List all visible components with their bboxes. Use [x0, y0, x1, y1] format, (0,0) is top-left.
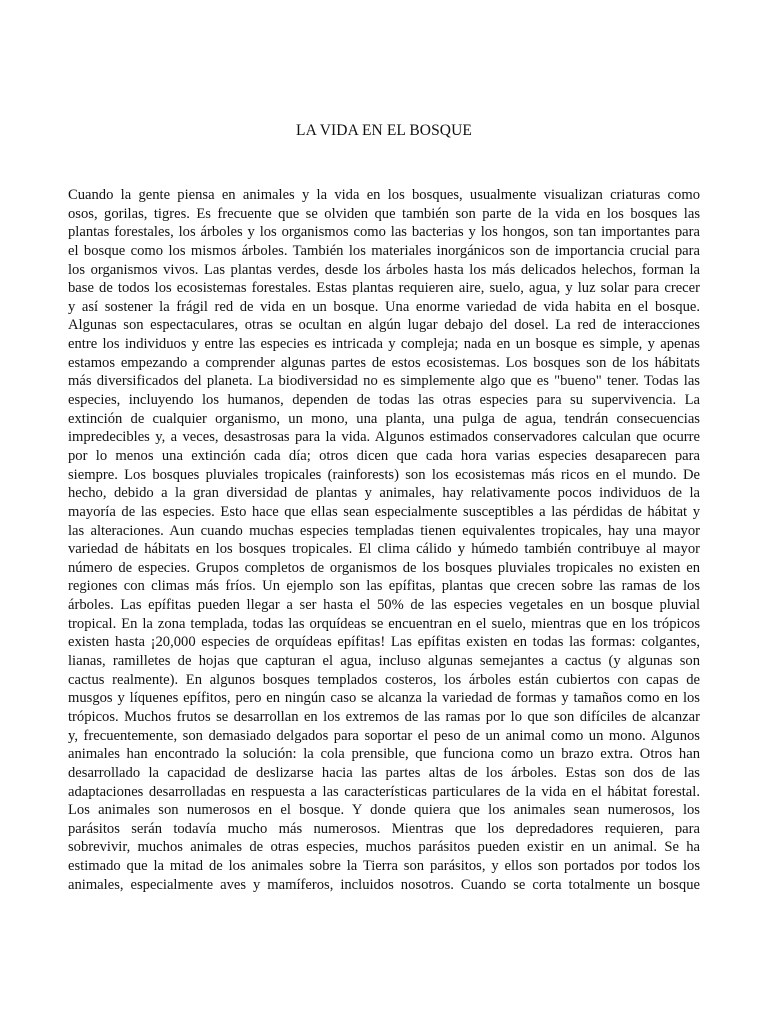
text-line: plantas forestales, los árboles y los organismos como las bacterias y los hongos, son tan importantes para [68, 224, 700, 241]
text-line: número de especies. Grupos completos de organismos de los bosques pluviales tropicales no existen en [68, 559, 700, 576]
text-line: adaptaciones desarrolladas en respuesta a las características particulares de la vida en el hábitat forestal. [68, 783, 700, 800]
text-line: mayoría de las especies. Esto hace que ellas sean especialmente susceptibles a las pérdidas de hábitat y [68, 503, 700, 520]
text-line: estamos empezando a comprender algunas partes de estos ecosistemas. Los bosques son de los hábitats [68, 354, 700, 371]
text-line: animales han encontrado la solución: la cola prensible, que funciona como un brazo extra. Otros han [68, 746, 700, 763]
text-line: por lo menos una extinción cada día; otros dicen que cada hora varias especies desaparecen para [68, 447, 700, 464]
body-paragraph [68, 186, 700, 894]
text-line: musgos y líquenes epífitos, pero en ningún caso se alcanza la variedad de formas y tamaños como en los [68, 690, 700, 707]
text-line: sobrevivir, muchos animales de otras especies, muchos parásitos pueden existir en un animal. Se ha [68, 839, 700, 856]
text-line: hecho, debido a la gran diversidad de plantas y animales, hay relativamente pocos individuos de la [68, 485, 700, 502]
text-line: animales, especialmente aves y mamíferos, incluidos nosotros. Cuando se corta totalmente un bosque [68, 876, 700, 893]
text-line: y, frecuentemente, son demasiado delgados para soportar el peso de un animal como un mono. Algunos [68, 727, 700, 744]
text-line: impredecibles y, a veces, desastrosas para la vida. Algunos estimados conservadores calculan que ocurre [68, 429, 700, 446]
text-line: trópicos. Muchos frutos se desarrollan en los extremos de las ramas por lo que son difíciles de alcanzar [68, 708, 700, 725]
text-line: Los animales son numerosos en el bosque. Y donde quiera que los animales sean numerosos, los [68, 802, 700, 819]
text-line: regiones con climas más fríos. Un ejemplo son las epífitas, plantas que crecen sobre las ramas de los [68, 578, 700, 595]
text-line: lianas, ramilletes de hojas que capturan el agua, incluso algunas semejantes a cactus (y algunas son [68, 653, 700, 670]
text-line: siempre. Los bosques pluviales tropicales (rainforests) son los ecosistemas más ricos en el mundo. De [68, 466, 700, 483]
text-line: estimado que la mitad de los animales sobre la Tierra son parásitos, y ellos son portados por todos los [68, 858, 700, 875]
text-line: tropical. En la zona templada, todas las orquídeas se encuentran en el suelo, mientras que en los trópicos [68, 615, 700, 632]
text-line: los organismos vivos. Las plantas verdes, desde los árboles hasta los más delicados helechos, forman la [68, 261, 700, 278]
document-title: LA VIDA EN EL BOSQUE [296, 122, 472, 139]
text-line: Algunas son espectaculares, otras se ocultan en algún lugar debajo del dosel. La red de interacciones [68, 317, 700, 334]
text-line: variedad de hábitats en los bosques tropicales. El clima cálido y húmedo también contribuye al mayor [68, 541, 700, 558]
text-line: parásitos serán todavía mucho más numerosos. Mientras que los depredadores requieren, para [68, 820, 700, 837]
text-line: cactus realmente). En algunos bosques templados costeros, los árboles están cubiertos con capas de [68, 671, 700, 688]
text-line: existen hasta ¡20,000 especies de orquídeas epífitas! Las epífitas existen en todas las formas: colgantes, [68, 634, 700, 651]
text-line: especies, incluyendo los humanos, dependen de todas las otras especies para su supervivencia. La [68, 392, 700, 409]
text-line: árboles. Las epífitas pueden llegar a ser hasta el 50% de las especies vegetales en un bosque pluvial [68, 597, 700, 614]
text-line: extinción de cualquier organismo, un mono, una planta, una pulga de agua, tendrán consecuencias [68, 410, 700, 427]
text-line: las alteraciones. Aun cuando muchas especies templadas tienen equivalentes tropicales, hay una mayor [68, 522, 700, 539]
text-line: más diversificados del planeta. La biodiversidad no es simplemente algo que es "bueno" tener. Todas las [68, 373, 700, 390]
text-line: base de todos los ecosistemas forestales. Estas plantas requieren aire, suelo, agua, y luz solar para crecer [68, 280, 700, 297]
text-line: osos, gorilas, tigres. Es frecuente que se olviden que también son parte de la vida en los bosques las [68, 205, 700, 222]
text-line: desarrollado la capacidad de deslizarse hacia las partes altas de los árboles. Estas son dos de las [68, 764, 700, 781]
text-line: el bosque como los mismos árboles. También los materiales inorgánicos son de importancia crucial para [68, 242, 700, 259]
text-line: Cuando la gente piensa en animales y la vida en los bosques, usualmente visualizan criaturas como [68, 187, 700, 203]
text-line: entre los individuos y entre las especies es intricada y compleja; nada en un bosque es simple, y apenas [68, 336, 700, 353]
text-line: y así sostener la frágil red de vida en un bosque. Una enorme variedad de vida habita en el bosque. [68, 298, 700, 315]
